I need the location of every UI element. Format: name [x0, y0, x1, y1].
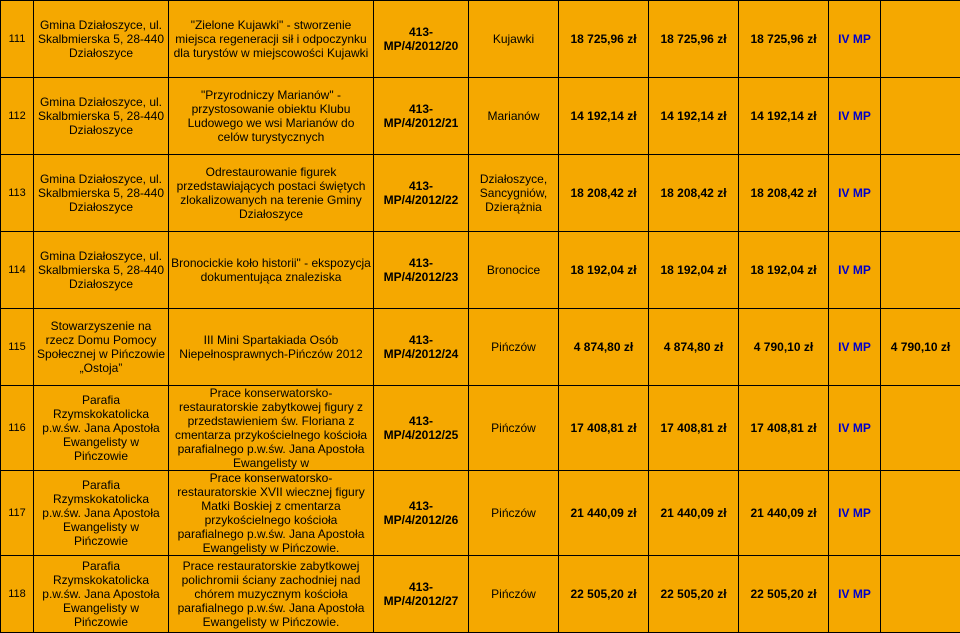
project-title-cell: "Zielone Kujawki" - stworzenie miejsca regeneracji sił i odpoczynku dla turystów w miejscowości Kujawki [169, 1, 374, 78]
program-cell: IV MP [829, 1, 881, 78]
amount-requested-cell: 14 192,14 zł [559, 78, 649, 155]
extra-amount-cell [881, 556, 960, 633]
row-number: 115 [1, 309, 34, 386]
location-cell: Pińczów [469, 471, 559, 556]
amount-granted-cell: 14 192,14 zł [739, 78, 829, 155]
project-title-cell: Prace restauratorskie zabytkowej polichromii ściany zachodniej nad chórem muzycznym kościoła parafialnego p.w.św. Jana Apostoła Ewangelisty w Pińczowie. [169, 556, 374, 633]
project-title-cell: Bronocickie koło historii" - ekspozycja dokumentująca znaleziska [169, 232, 374, 309]
applicant-cell: Parafia Rzymskokatolicka p.w.św. Jana Apostoła Ewangelisty w Pińczowie [34, 556, 169, 633]
amount-eligible-cell: 17 408,81 zł [649, 386, 739, 471]
location-cell: Kujawki [469, 1, 559, 78]
program-cell: IV MP [829, 78, 881, 155]
location-cell: Pińczów [469, 386, 559, 471]
table-row [1, 471, 960, 556]
application-code-cell: 413-MP/4/2012/25 [374, 386, 469, 471]
extra-amount-cell: 4 790,10 zł [881, 309, 960, 386]
amount-eligible-cell: 4 874,80 zł [649, 309, 739, 386]
amount-granted-cell: 18 725,96 zł [739, 1, 829, 78]
amount-granted-cell: 17 408,81 zł [739, 386, 829, 471]
table-row [1, 556, 960, 633]
project-title-cell: "Przyrodniczy Marianów" - przystosowanie obiektu Klubu Ludowego we wsi Marianów do celów turystycznych [169, 78, 374, 155]
program-cell: IV MP [829, 471, 881, 556]
location-cell: Działoszyce, Sancygniów, Dzierążnia [469, 155, 559, 232]
amount-requested-cell: 17 408,81 zł [559, 386, 649, 471]
applicant-cell: Gmina Działoszyce, ul. Skalbmierska 5, 28-440 Działoszyce [34, 155, 169, 232]
row-number: 118 [1, 556, 34, 633]
amount-requested-cell: 18 725,96 zł [559, 1, 649, 78]
extra-amount-cell [881, 386, 960, 471]
row-number: 117 [1, 471, 34, 556]
applicant-cell: Gmina Działoszyce, ul. Skalbmierska 5, 28-440 Działoszyce [34, 232, 169, 309]
project-title-cell: Odrestaurowanie figurek przedstawiających postaci świętych zlokalizowanych na terenie Gminy Działoszyce [169, 155, 374, 232]
row-number: 112 [1, 78, 34, 155]
amount-granted-cell: 18 208,42 zł [739, 155, 829, 232]
application-code-cell: 413-MP/4/2012/21 [374, 78, 469, 155]
program-cell: IV MP [829, 232, 881, 309]
amount-eligible-cell: 18 192,04 zł [649, 232, 739, 309]
amount-granted-cell: 22 505,20 zł [739, 556, 829, 633]
amount-requested-cell: 22 505,20 zł [559, 556, 649, 633]
amount-granted-cell: 4 790,10 zł [739, 309, 829, 386]
applicant-cell: Gmina Działoszyce, ul. Skalbmierska 5, 28-440 Działoszyce [34, 78, 169, 155]
application-code-cell: 413-MP/4/2012/27 [374, 556, 469, 633]
row-number: 114 [1, 232, 34, 309]
application-code-cell: 413-MP/4/2012/22 [374, 155, 469, 232]
table-row [1, 386, 960, 471]
amount-requested-cell: 18 208,42 zł [559, 155, 649, 232]
program-cell: IV MP [829, 155, 881, 232]
applicant-cell: Parafia Rzymskokatolicka p.w.św. Jana Apostoła Ewangelisty w Pińczowie [34, 386, 169, 471]
application-code-cell: 413-MP/4/2012/23 [374, 232, 469, 309]
application-code-cell: 413-MP/4/2012/26 [374, 471, 469, 556]
table-row [1, 309, 960, 386]
amount-granted-cell: 18 192,04 zł [739, 232, 829, 309]
table-row [1, 78, 960, 155]
amount-requested-cell: 4 874,80 zł [559, 309, 649, 386]
location-cell: Bronocice [469, 232, 559, 309]
extra-amount-cell [881, 471, 960, 556]
application-code-cell: 413-MP/4/2012/20 [374, 1, 469, 78]
program-cell: IV MP [829, 386, 881, 471]
project-title-cell: Prace konserwatorsko-restauratorskie XVII wiecznej figury Matki Boskiej z cmentarza przykościelnego kościoła parafialnego p.w.św. Jana Apostoła Ewangelisty w Pińczowie. [169, 471, 374, 556]
applicant-cell: Gmina Działoszyce, ul. Skalbmierska 5, 28-440 Działoszyce [34, 1, 169, 78]
amount-granted-cell: 21 440,09 zł [739, 471, 829, 556]
program-cell: IV MP [829, 309, 881, 386]
project-title-cell: Prace konserwatorsko-restauratorskie zabytkowej figury z przedstawieniem św. Floriana z cmentarza przykościelnego kościoła parafialnego p.w.św. Jana Apostoła Ewangelisty w [169, 386, 374, 471]
amount-eligible-cell: 18 725,96 zł [649, 1, 739, 78]
amount-requested-cell: 21 440,09 zł [559, 471, 649, 556]
amount-eligible-cell: 14 192,14 zł [649, 78, 739, 155]
row-number: 113 [1, 155, 34, 232]
row-number: 111 [1, 1, 34, 78]
extra-amount-cell [881, 232, 960, 309]
location-cell: Pińczów [469, 556, 559, 633]
extra-amount-cell [881, 1, 960, 78]
program-cell: IV MP [829, 556, 881, 633]
project-title-cell: III Mini Spartakiada Osób Niepełnosprawnych-Pińczów 2012 [169, 309, 374, 386]
applicant-cell: Parafia Rzymskokatolicka p.w.św. Jana Apostoła Ewangelisty w Pińczowie [34, 471, 169, 556]
amount-eligible-cell: 22 505,20 zł [649, 556, 739, 633]
location-cell: Pińczów [469, 309, 559, 386]
application-code-cell: 413-MP/4/2012/24 [374, 309, 469, 386]
amount-eligible-cell: 21 440,09 zł [649, 471, 739, 556]
extra-amount-cell [881, 78, 960, 155]
amount-eligible-cell: 18 208,42 zł [649, 155, 739, 232]
table-row [1, 1, 960, 78]
row-number: 116 [1, 386, 34, 471]
location-cell: Marianów [469, 78, 559, 155]
extra-amount-cell [881, 155, 960, 232]
table-row [1, 155, 960, 232]
applicant-cell: Stowarzyszenie na rzecz Domu Pomocy Społecznej w Pińczowie „Ostoja” [34, 309, 169, 386]
table-row [1, 232, 960, 309]
amount-requested-cell: 18 192,04 zł [559, 232, 649, 309]
